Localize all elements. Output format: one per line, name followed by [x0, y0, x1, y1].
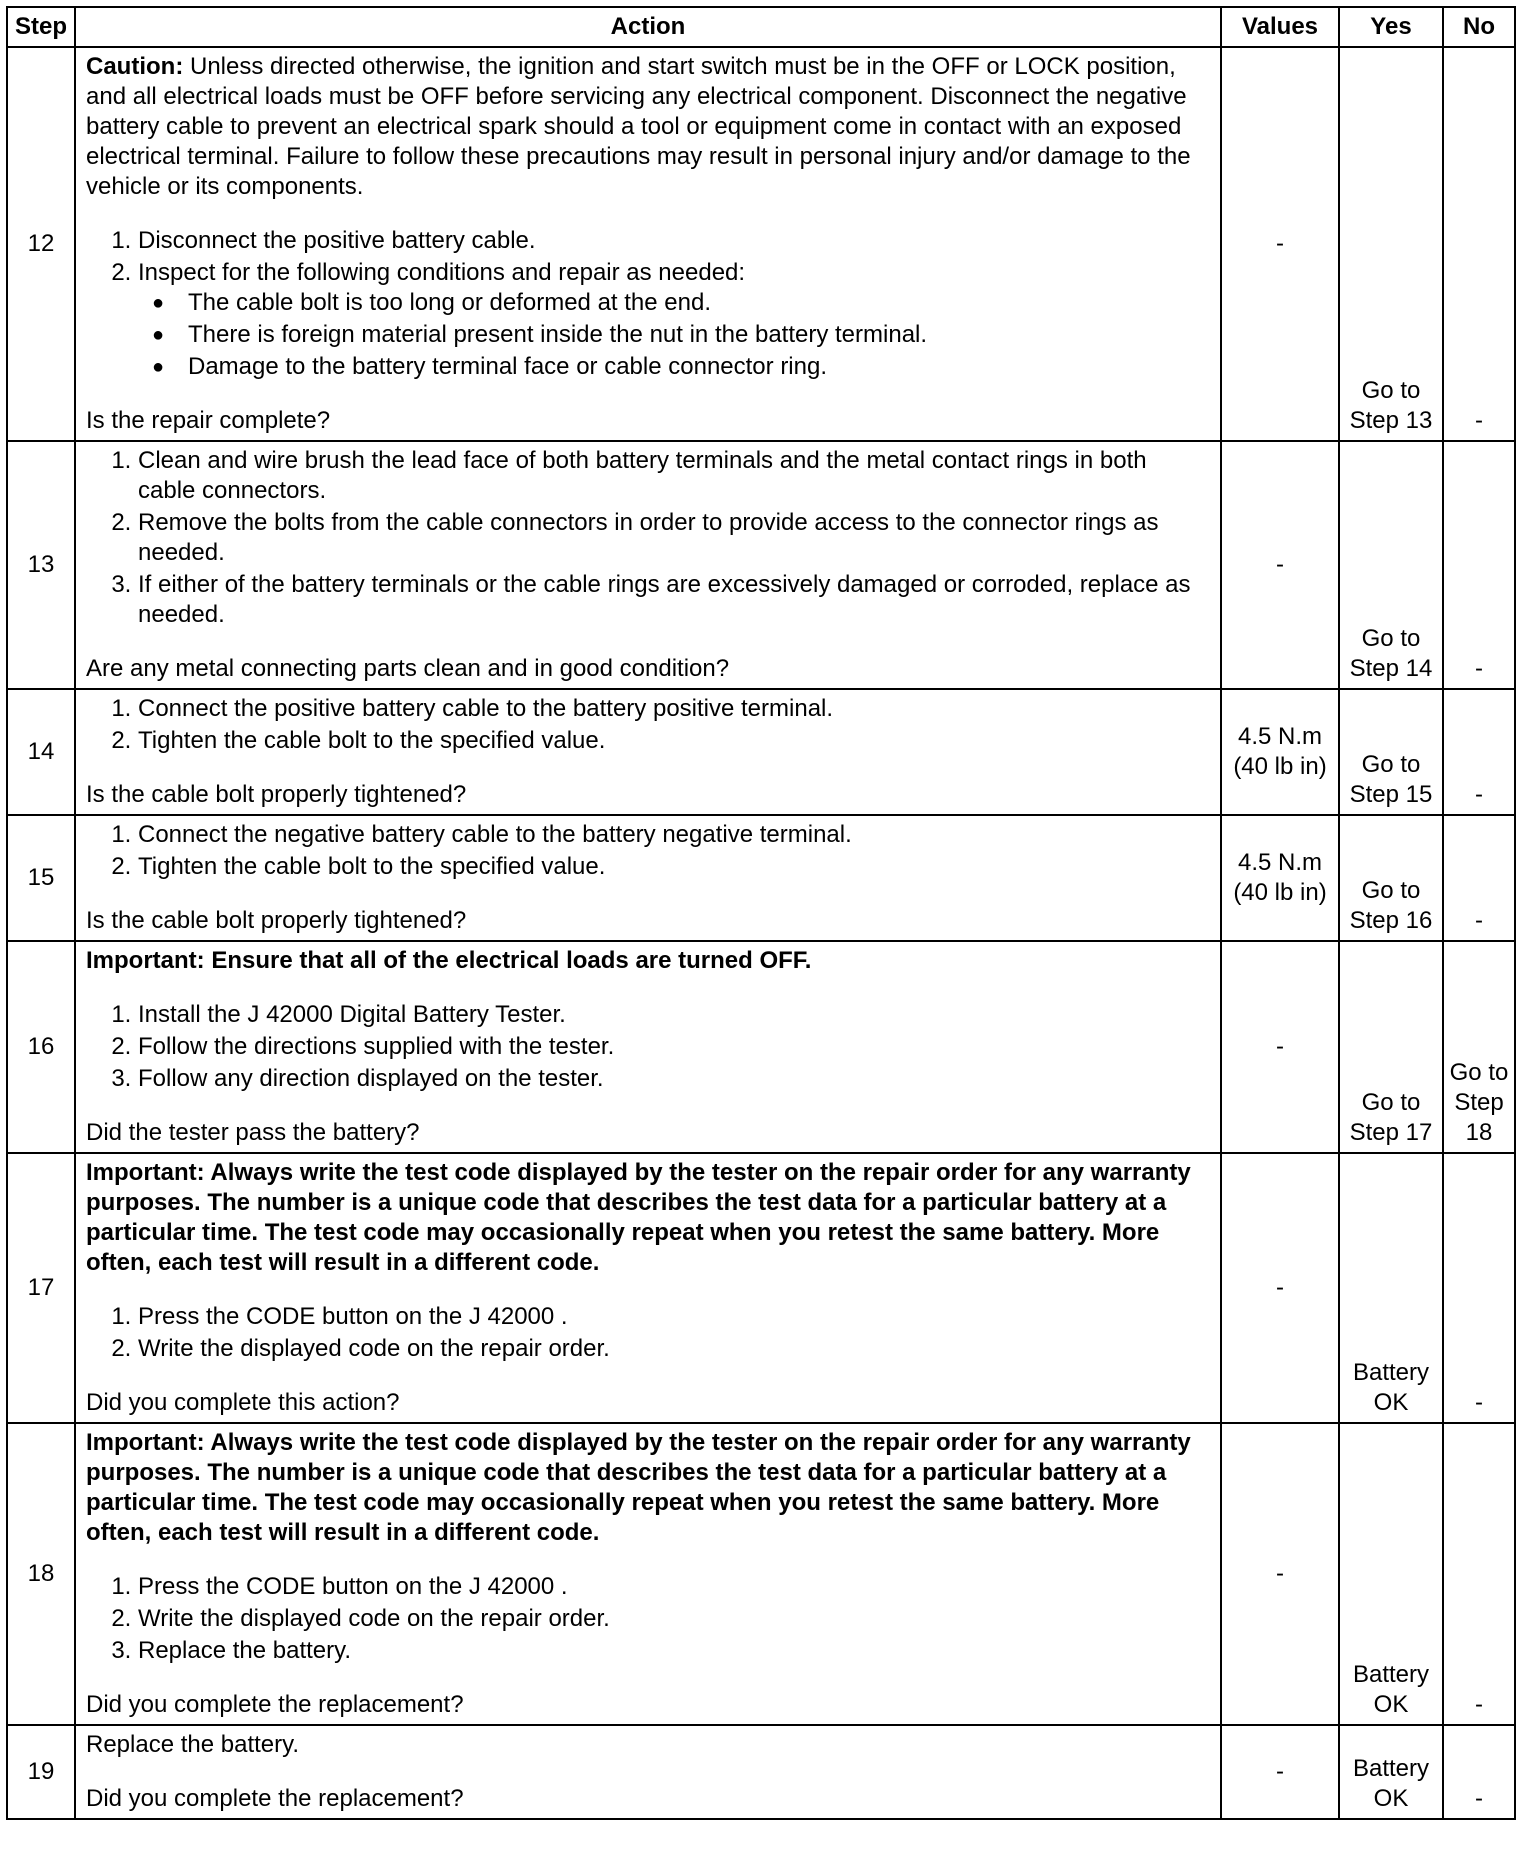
list-item: 2. Remove the bolts from the cable connectors in order to provide access to the connector rings as needed.: [138, 508, 1210, 568]
yes-cell: Go to Step 17: [1339, 941, 1443, 1153]
important-note: [86, 1158, 1210, 1278]
action-cell: [75, 441, 1221, 689]
list-item: 1. Press the CODE button on the J 42000 .: [138, 1572, 1210, 1602]
table-row: [7, 815, 1515, 941]
yes-cell: Go to Step 14: [1339, 441, 1443, 689]
step-list: [86, 226, 1210, 382]
question-text: Did you complete the replacement?: [86, 1691, 464, 1718]
procedure-table: [6, 6, 1516, 1820]
action-cell: [75, 689, 1221, 815]
note-prefix: Important:: [86, 947, 205, 974]
header-step: Step: [7, 7, 75, 47]
step-number: 16: [7, 941, 75, 1153]
step-list: [86, 1302, 1210, 1364]
list-item: 2. Write the displayed code on the repair order.: [138, 1334, 1210, 1364]
list-item: 1. Connect the positive battery cable to the battery positive terminal.: [138, 694, 1210, 724]
list-item: 3. If either of the battery terminals or the cable rings are excessively damaged or corroded, replace as needed.: [138, 570, 1210, 630]
yes-cell: Battery OK: [1339, 1423, 1443, 1725]
step-list: [86, 446, 1210, 630]
question-text: Is the cable bolt properly tightened?: [86, 781, 467, 808]
note-prefix: Important:: [86, 1159, 205, 1186]
note-text: Ensure that all of the electrical loads are turned OFF.: [204, 947, 812, 974]
important-note: [86, 946, 1210, 976]
list-item: 1. Clean and wire brush the lead face of both battery terminals and the metal contact rings in both cable connectors.: [138, 446, 1210, 506]
note-text: Unless directed otherwise, the ignition and start switch must be in the OFF or LOCK position, and all electrical loads must be OFF before servicing any electrical component. Disconnect the negative battery cable to prevent an electrical spark should a tool or equipment come in contact with an exposed electrical terminal. Failure to follow these precautions may result in personal injury and/or damage to the vehicle or its components.: [86, 53, 1191, 200]
value-cell: -: [1221, 941, 1339, 1153]
list-item: 2. Follow the directions supplied with the tester.: [138, 1032, 1210, 1062]
table-row: [7, 1725, 1515, 1819]
list-item: 1. Connect the negative battery cable to the battery negative terminal.: [138, 820, 1210, 850]
step-list: [86, 1000, 1210, 1094]
action-text: Replace the battery.: [86, 1731, 300, 1758]
list-item: 1. Disconnect the positive battery cable.: [138, 226, 1210, 256]
action-cell: [75, 815, 1221, 941]
action-cell: [75, 47, 1221, 441]
step-list: [86, 820, 1210, 882]
step-number: 19: [7, 1725, 75, 1819]
table-row: [7, 441, 1515, 689]
step-number: 13: [7, 441, 75, 689]
action-cell: [75, 1423, 1221, 1725]
value-cell: 4.5 N.m (40 lb in): [1221, 689, 1339, 815]
bullet-list: [138, 288, 1210, 382]
bullet-item: ● Damage to the battery terminal face or cable connector ring.: [188, 352, 1210, 382]
note-text: Always write the test code displayed by the tester on the repair order for any warranty purposes. The number is a unique code that describes the test data for a particular battery at a particular time. The test code may occasionally repeat when you retest the same battery. More often, each test will result in a different code.: [86, 1429, 1191, 1546]
step-number: 15: [7, 815, 75, 941]
question-text: Did you complete this action?: [86, 1389, 400, 1416]
value-cell: 4.5 N.m (40 lb in): [1221, 815, 1339, 941]
no-cell: -: [1443, 441, 1515, 689]
header-no: No: [1443, 7, 1515, 47]
table-row: [7, 689, 1515, 815]
list-item: [138, 258, 1210, 382]
yes-cell: Battery OK: [1339, 1153, 1443, 1423]
header-yes: Yes: [1339, 7, 1443, 47]
table-row: [7, 1423, 1515, 1725]
important-note: [86, 1428, 1210, 1548]
value-cell: -: [1221, 1725, 1339, 1819]
action-cell: [75, 1725, 1221, 1819]
value-cell: -: [1221, 441, 1339, 689]
no-cell: -: [1443, 689, 1515, 815]
value-cell: -: [1221, 1153, 1339, 1423]
action-cell: [75, 1153, 1221, 1423]
list-item: 1. Press the CODE button on the J 42000 .: [138, 1302, 1210, 1332]
yes-cell: Go to Step 16: [1339, 815, 1443, 941]
value-cell: -: [1221, 47, 1339, 441]
step-number: 17: [7, 1153, 75, 1423]
no-cell: -: [1443, 1725, 1515, 1819]
no-cell: -: [1443, 47, 1515, 441]
step-number: 12: [7, 47, 75, 441]
bullet-item: ● There is foreign material present inside the nut in the battery terminal.: [188, 320, 1210, 350]
question-text: Is the cable bolt properly tightened?: [86, 907, 467, 934]
list-item: 3. Replace the battery.: [138, 1636, 1210, 1666]
step-number: 18: [7, 1423, 75, 1725]
no-cell: -: [1443, 1153, 1515, 1423]
yes-cell: Go to Step 15: [1339, 689, 1443, 815]
question-text: Did you complete the replacement?: [86, 1785, 464, 1812]
value-cell: -: [1221, 1423, 1339, 1725]
list-item-text: Inspect for the following conditions and repair as needed:: [138, 259, 746, 286]
list-item: 1. Install the J 42000 Digital Battery Tester.: [138, 1000, 1210, 1030]
table-row: [7, 47, 1515, 441]
table-row: [7, 1153, 1515, 1423]
list-item: 2. Write the displayed code on the repair order.: [138, 1604, 1210, 1634]
list-item: 2. Tighten the cable bolt to the specified value.: [138, 726, 1210, 756]
list-item: 3. Follow any direction displayed on the tester.: [138, 1064, 1210, 1094]
note-prefix: Important:: [86, 1429, 205, 1456]
question-text: Is the repair complete?: [86, 407, 331, 434]
question-text: Did the tester pass the battery?: [86, 1119, 420, 1146]
header-action: Action: [75, 7, 1221, 47]
action-cell: [75, 941, 1221, 1153]
table-row: [7, 941, 1515, 1153]
no-cell: -: [1443, 1423, 1515, 1725]
step-list: [86, 1572, 1210, 1666]
note-text: Always write the test code displayed by the tester on the repair order for any warranty purposes. The number is a unique code that describes the test data for a particular battery at a particular time. The test code may occasionally repeat when you retest the same battery. More often, each test will result in a different code.: [86, 1159, 1191, 1276]
yes-cell: Go to Step 13: [1339, 47, 1443, 441]
bullet-item: ● The cable bolt is too long or deformed at the end.: [188, 288, 1210, 318]
question-text: Are any metal connecting parts clean and in good condition?: [86, 655, 730, 682]
step-number: 14: [7, 689, 75, 815]
header-row: [7, 7, 1515, 47]
no-cell: -: [1443, 815, 1515, 941]
list-item: 2. Tighten the cable bolt to the specified value.: [138, 852, 1210, 882]
yes-cell: Battery OK: [1339, 1725, 1443, 1819]
header-values: Values: [1221, 7, 1339, 47]
caution-note: [86, 52, 1210, 202]
note-prefix: Caution:: [86, 53, 184, 80]
no-cell: Go to Step 18: [1443, 941, 1515, 1153]
step-list: [86, 694, 1210, 756]
